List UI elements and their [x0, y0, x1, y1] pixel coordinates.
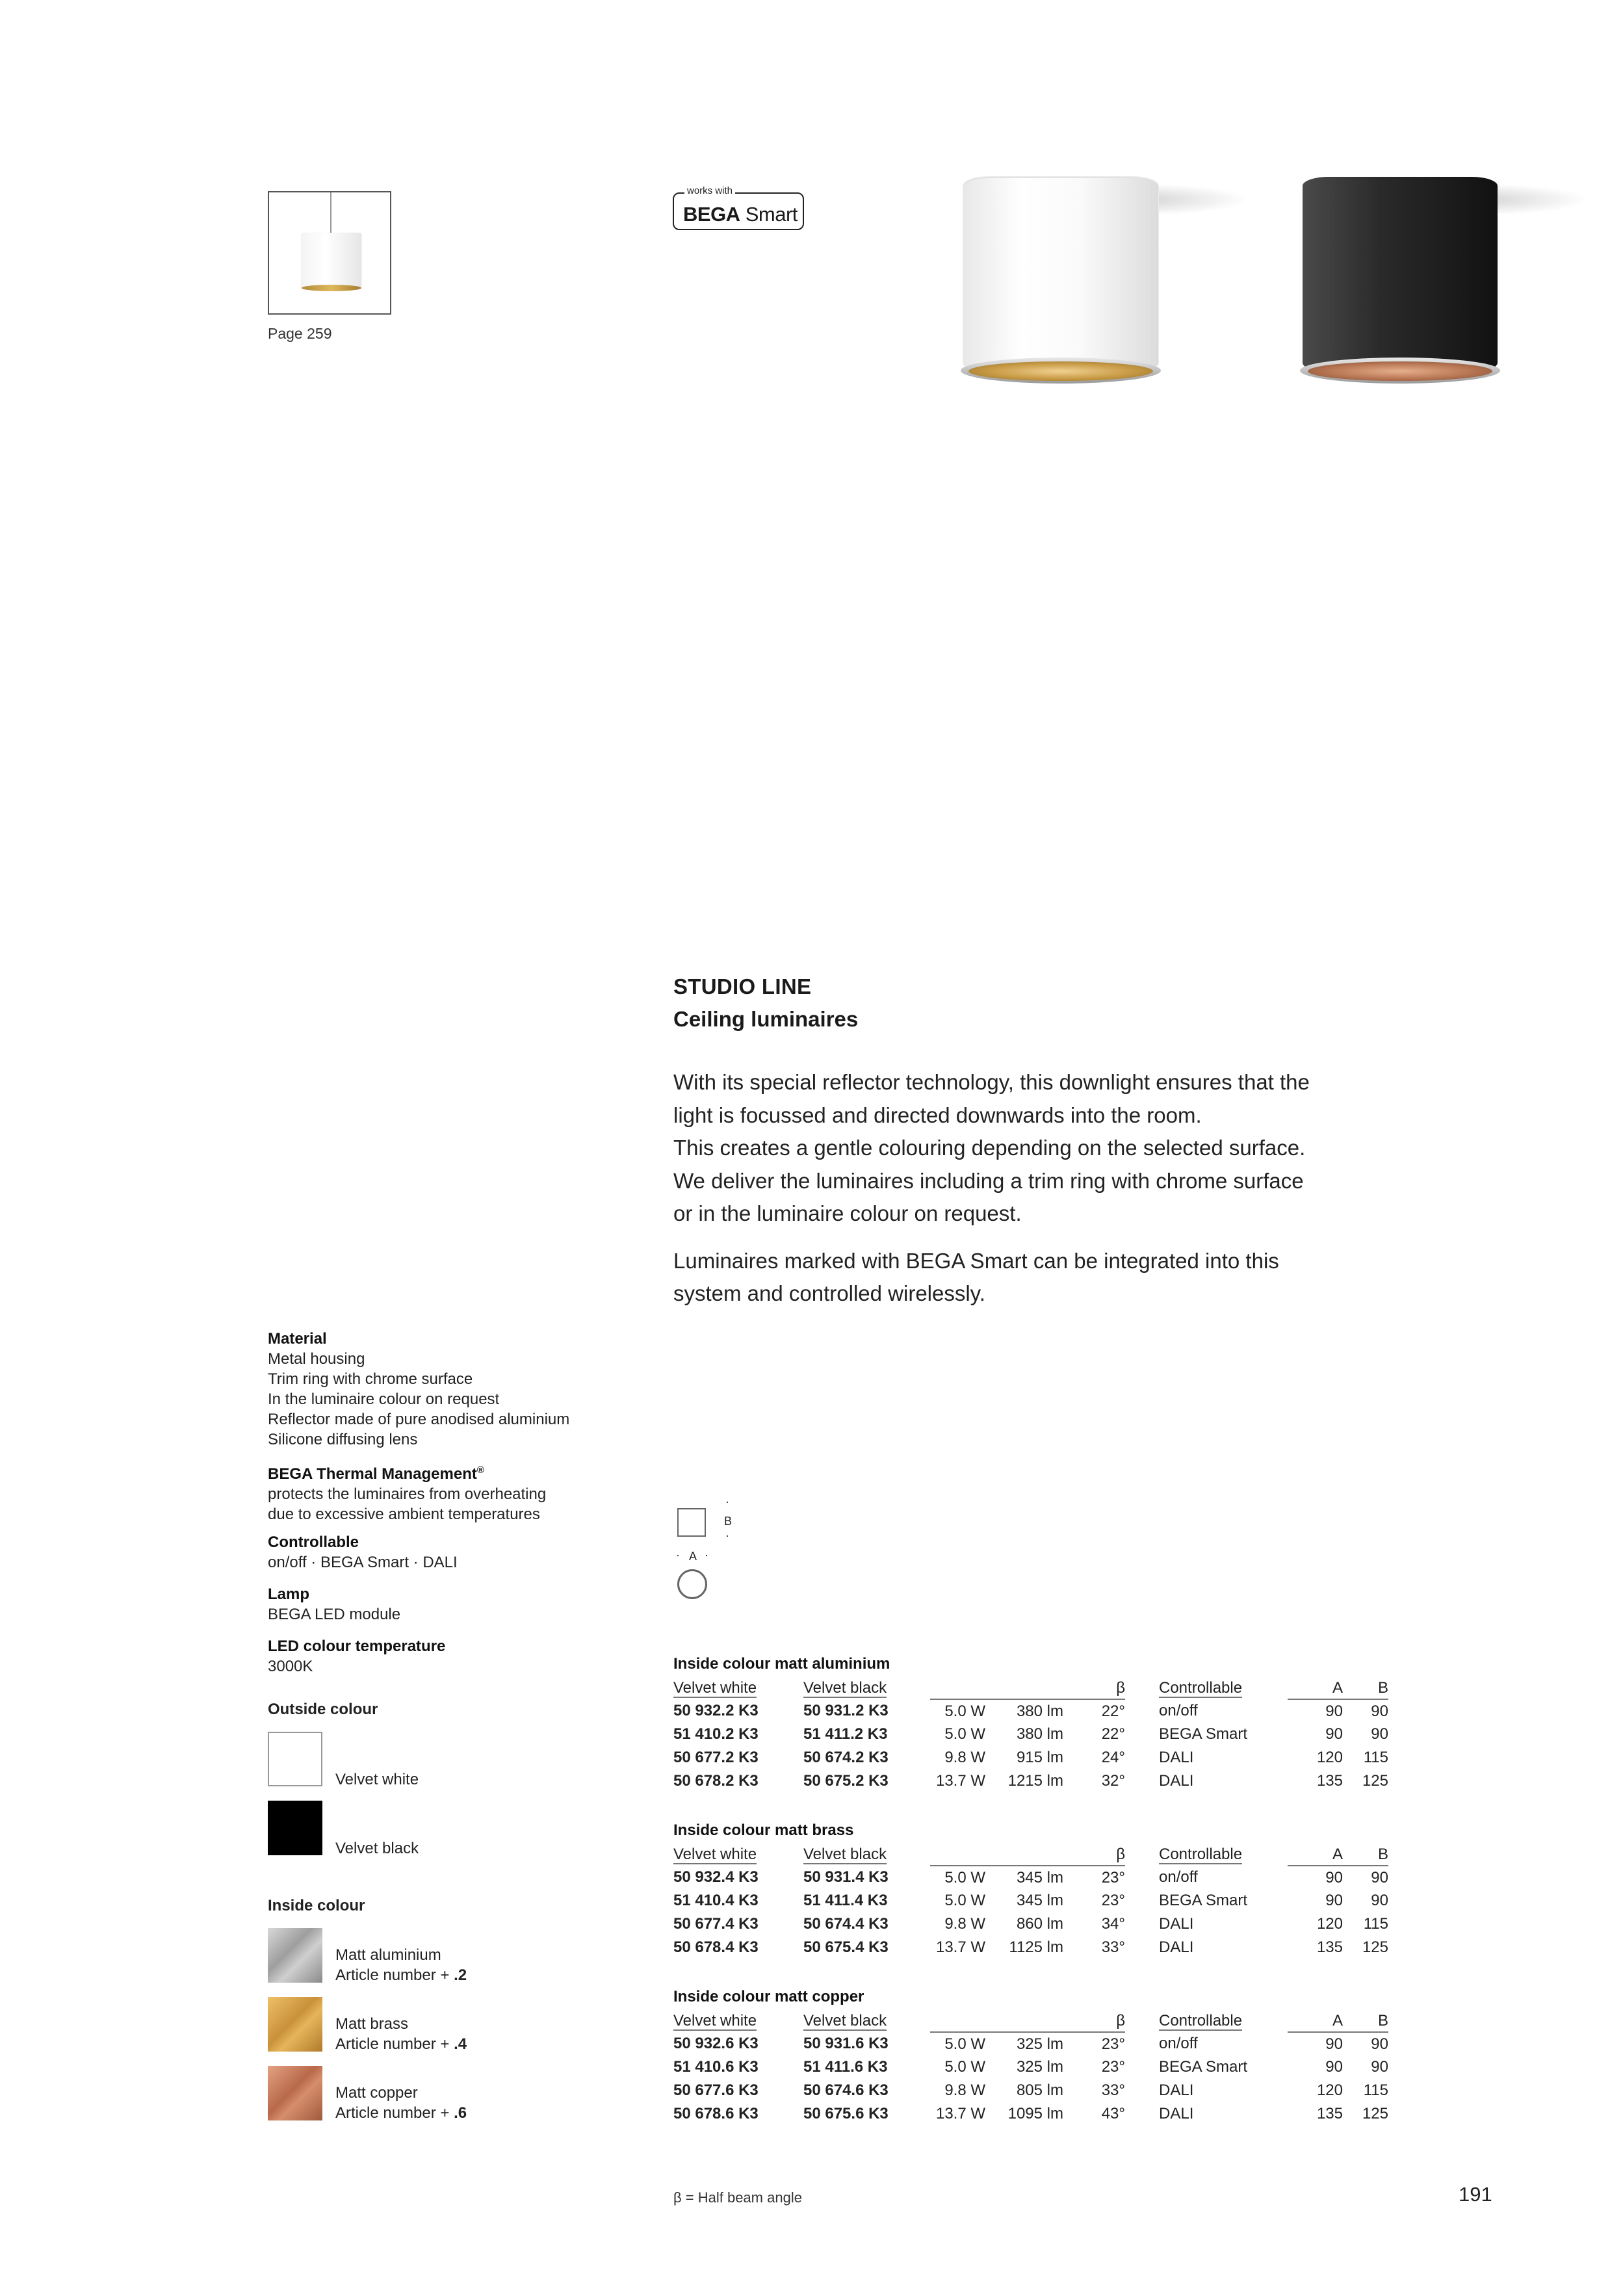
header-b: B [1343, 1677, 1388, 1699]
control: BEGA Smart [1159, 1725, 1248, 1743]
article-suffix [335, 2034, 467, 2054]
intro-paragraph-2 [673, 1245, 1401, 1311]
table-caption: Inside colour matt brass [673, 1821, 854, 1839]
luminaire-black-housing [1303, 177, 1498, 372]
control: BEGA Smart [1159, 1892, 1248, 1909]
table-row[interactable] [673, 1889, 1388, 1912]
watt: 13.7 W [935, 1938, 985, 1956]
swatch-name: Matt aluminium [335, 1946, 441, 1964]
dim-b: 115 [1363, 1915, 1388, 1933]
luminaire-black-reflector [1308, 361, 1492, 381]
pendant-cord [330, 192, 331, 233]
header-blank [930, 1844, 985, 1866]
dim-a: 90 [1325, 2035, 1343, 2053]
page-number: 191 [1459, 2183, 1492, 2206]
dim-b: 90 [1371, 1725, 1388, 1743]
header-velvet-white: Velvet white [673, 1846, 757, 1863]
article-white: 50 678.6 K3 [673, 2105, 759, 2122]
beta: 23° [1101, 1892, 1125, 1909]
article-white: 51 410.2 K3 [673, 1725, 759, 1743]
watt: 9.8 W [944, 1749, 985, 1766]
article-black: 51 411.6 K3 [803, 2058, 888, 2076]
dim-b: 125 [1362, 1772, 1388, 1790]
lamp-value: BEGA LED module [268, 1606, 401, 1623]
header-beta: β [1063, 2010, 1125, 2032]
control: BEGA Smart [1159, 2058, 1248, 2076]
article-white: 50 678.2 K3 [673, 1772, 759, 1790]
article-suffix [335, 1965, 467, 1985]
thermal-line: protects the luminaires from overheating [268, 1485, 547, 1503]
watt: 13.7 W [935, 1772, 985, 1790]
intro-line: Luminaires marked with BEGA Smart can be integrated into this [673, 1248, 1279, 1273]
article-white: 50 678.4 K3 [673, 1938, 759, 1956]
swatch-matt-brass[interactable] [268, 1997, 322, 2052]
article-suffix-value: .2 [454, 1966, 467, 1984]
beta: 24° [1101, 1749, 1125, 1766]
swatch-matt-copper[interactable] [268, 2066, 322, 2120]
lumen: 380 lm [1016, 1725, 1063, 1743]
control: DALI [1159, 1915, 1194, 1933]
article-white: 50 677.4 K3 [673, 1915, 759, 1933]
intro-line: system and controlled wirelessly. [673, 1281, 985, 1305]
material-spec [268, 1329, 619, 1450]
article-prefix: Article number + [335, 2104, 454, 2122]
article-white: 51 410.6 K3 [673, 2058, 759, 2076]
article-black: 50 674.2 K3 [803, 1749, 889, 1766]
swatch-velvet-black[interactable] [268, 1801, 322, 1855]
swatch-matt-copper-label [335, 2083, 467, 2123]
article-prefix: Article number + [335, 1966, 454, 1984]
pendant-reflector [302, 285, 361, 291]
dimension-label-a: A [689, 1550, 697, 1563]
beta: 34° [1101, 1915, 1125, 1933]
swatch-matt-aluminium-label [335, 1945, 467, 1985]
header-velvet-white: Velvet white [673, 2012, 757, 2029]
thermal-spec [268, 1460, 619, 1524]
dim-a: 90 [1325, 1702, 1343, 1720]
article-black: 50 675.2 K3 [803, 1772, 889, 1790]
control: DALI [1159, 2105, 1194, 2122]
beta: 23° [1101, 2058, 1125, 2076]
material-line: Metal housing [268, 1350, 365, 1368]
watt: 5.0 W [944, 2058, 985, 2076]
led-temp-value: 3000K [268, 1658, 313, 1675]
dim-b: 90 [1371, 2035, 1388, 2053]
article-black: 51 411.2 K3 [803, 1725, 888, 1743]
dim-a: 90 [1325, 1892, 1343, 1909]
watt: 9.8 W [944, 2081, 985, 2099]
dim-a: 90 [1325, 1868, 1343, 1886]
control: DALI [1159, 1772, 1194, 1790]
lumen: 1095 lm [1007, 2105, 1063, 2122]
table-row[interactable] [673, 2102, 1388, 2126]
controllable-spec [268, 1532, 619, 1572]
table-caption: Inside colour matt copper [673, 1988, 864, 2005]
beta: 33° [1101, 1938, 1125, 1956]
watt: 13.7 W [935, 2105, 985, 2122]
table-row[interactable] [673, 2079, 1388, 2102]
led-temp-title: LED colour temperature [268, 1637, 446, 1655]
intro-line: light is focussed and directed downwards into the room. [673, 1102, 1202, 1127]
header-velvet-black: Velvet black [803, 1679, 887, 1697]
header-b: B [1343, 1844, 1388, 1866]
led-temp-spec [268, 1636, 619, 1676]
header-beta: β [1063, 1844, 1125, 1866]
product-family-title: STUDIO LINE [673, 974, 812, 998]
article-black: 50 674.6 K3 [803, 2081, 889, 2099]
header-a: A [1288, 2010, 1343, 2032]
lumen: 325 lm [1016, 2058, 1063, 2076]
lumen: 345 lm [1016, 1868, 1063, 1886]
article-black: 50 675.4 K3 [803, 1938, 889, 1956]
dim-b: 90 [1371, 1892, 1388, 1909]
dim-a: 135 [1316, 1938, 1343, 1956]
lamp-spec [268, 1584, 619, 1624]
header-b: B [1343, 2010, 1388, 2032]
thermal-line: due to excessive ambient temperatures [268, 1506, 540, 1523]
lumen: 345 lm [1016, 1892, 1063, 1909]
header-blank [985, 1677, 1063, 1699]
article-white: 50 932.6 K3 [673, 2035, 759, 2052]
article-white: 51 410.4 K3 [673, 1892, 759, 1909]
article-black: 50 675.6 K3 [803, 2105, 889, 2122]
header-controllable: Controllable [1159, 1846, 1243, 1863]
table-row[interactable] [673, 1769, 1388, 1793]
watt: 9.8 W [944, 1915, 985, 1933]
pendant-thumbnail[interactable] [268, 191, 391, 315]
header-controllable: Controllable [1159, 1679, 1243, 1697]
material-line: In the luminaire colour on request [268, 1390, 500, 1408]
table-caption: Inside colour matt aluminium [673, 1655, 890, 1673]
watt: 5.0 W [944, 2035, 985, 2053]
bega-smart-badge [673, 185, 804, 230]
dimension-dot: · [676, 1548, 680, 1561]
watt: 5.0 W [944, 1725, 985, 1743]
dim-b: 90 [1371, 1702, 1388, 1720]
dimension-top-view [677, 1569, 707, 1599]
beta: 32° [1101, 1772, 1125, 1790]
header-blank [930, 2010, 985, 2032]
lumen: 1125 lm [1009, 1938, 1063, 1956]
material-line: Trim ring with chrome surface [268, 1370, 473, 1388]
table-header-row [673, 2010, 1388, 2032]
beta: 22° [1101, 1725, 1125, 1743]
article-prefix: Article number + [335, 2035, 454, 2053]
control: DALI [1159, 1938, 1194, 1956]
article-black: 50 931.6 K3 [803, 2035, 889, 2052]
dim-b: 125 [1362, 1938, 1388, 1956]
article-suffix-value: .6 [454, 2104, 467, 2122]
intro-text [673, 1066, 1401, 1311]
dim-a: 120 [1316, 1915, 1343, 1933]
lumen: 325 lm [1016, 2035, 1063, 2053]
lumen: 1215 lm [1007, 1772, 1063, 1790]
intro-line: This creates a gentle colouring depending on the selected surface. [673, 1136, 1306, 1160]
badge-brand [683, 203, 798, 226]
header-controllable: Controllable [1159, 2012, 1243, 2029]
dimension-dot: · [725, 1529, 729, 1542]
table-row[interactable] [673, 2055, 1388, 2079]
article-black: 50 931.2 K3 [803, 1702, 889, 1719]
beta: 43° [1101, 2105, 1125, 2122]
registered-mark: ® [476, 1465, 484, 1476]
badge-brand-name: BEGA [683, 203, 740, 226]
table-row[interactable] [673, 2032, 1388, 2055]
article-white: 50 932.4 K3 [673, 1868, 759, 1886]
material-line: Silicone diffusing lens [268, 1431, 418, 1448]
article-white: 50 677.6 K3 [673, 2081, 759, 2099]
luminaire-white-housing [963, 177, 1158, 372]
controllable-title: Controllable [268, 1533, 359, 1551]
intro-line: We deliver the luminaires including a trim ring with chrome surface [673, 1168, 1304, 1193]
material-line: Reflector made of pure anodised aluminium [268, 1411, 570, 1428]
control: DALI [1159, 1749, 1194, 1766]
product-type-title: Ceiling luminaires [673, 1007, 859, 1031]
badge-product-name: Smart [745, 203, 798, 226]
dim-a: 90 [1325, 2058, 1343, 2076]
swatch-velvet-white-label: Velvet white [335, 1771, 419, 1788]
controllable-value: on/off · BEGA Smart · DALI [268, 1554, 458, 1571]
luminaire-white-reflector [968, 361, 1153, 381]
beta: 23° [1101, 2035, 1125, 2053]
control: on/off [1159, 1702, 1198, 1719]
pendant-body [302, 233, 361, 287]
swatch-velvet-black-label: Velvet black [335, 1840, 419, 1857]
dim-b: 90 [1371, 1868, 1388, 1886]
outside-colour-title: Outside colour [268, 1701, 378, 1718]
article-white: 50 677.2 K3 [673, 1749, 759, 1766]
header-blank [930, 1677, 985, 1699]
footnote: β = Half beam angle [673, 2189, 802, 2206]
article-black: 50 931.4 K3 [803, 1868, 889, 1886]
spec-table-copper [673, 2010, 1388, 2126]
swatch-name: Matt brass [335, 2015, 409, 2033]
thermal-title [268, 1460, 619, 1484]
spec-table-brass [673, 1844, 1388, 1959]
swatch-velvet-white[interactable] [268, 1732, 322, 1786]
dim-a: 120 [1316, 1749, 1343, 1766]
header-blank [985, 1844, 1063, 1866]
article-black: 51 411.4 K3 [803, 1892, 888, 1909]
dim-a: 120 [1316, 2081, 1343, 2099]
dim-a: 135 [1316, 2105, 1343, 2122]
article-suffix [335, 2103, 467, 2123]
control: on/off [1159, 2035, 1198, 2052]
table-row[interactable] [673, 1746, 1388, 1769]
table-row[interactable] [673, 1912, 1388, 1936]
badge-works-with: works with [684, 185, 735, 196]
beta: 33° [1101, 2081, 1125, 2099]
dim-a: 135 [1316, 1772, 1343, 1790]
article-black: 50 674.4 K3 [803, 1915, 889, 1933]
header-velvet-white: Velvet white [673, 1679, 757, 1697]
header-a: A [1288, 1677, 1343, 1699]
inside-colour-title: Inside colour [268, 1897, 365, 1914]
intro-line: or in the luminaire colour on request. [673, 1201, 1022, 1225]
thermal-title-text: BEGA Thermal Management [268, 1465, 477, 1483]
control: DALI [1159, 2081, 1194, 2099]
page-reference[interactable]: Page 259 [268, 325, 332, 342]
dim-b: 115 [1363, 1749, 1388, 1766]
article-suffix-value: .4 [454, 2035, 467, 2053]
swatch-matt-aluminium[interactable] [268, 1928, 322, 1983]
lumen: 805 lm [1016, 2081, 1063, 2099]
swatch-name: Matt copper [335, 2084, 418, 2102]
spec-table-aluminium [673, 1677, 1388, 1793]
table-header-row [673, 1677, 1388, 1699]
lumen: 860 lm [1016, 1915, 1063, 1933]
watt: 5.0 W [944, 1892, 985, 1909]
table-header-row [673, 1844, 1388, 1866]
dim-a: 90 [1325, 1725, 1343, 1743]
lumen: 380 lm [1016, 1702, 1063, 1720]
table-row[interactable] [673, 1936, 1388, 1959]
swatch-matt-brass-label [335, 2014, 467, 2054]
dimension-dot: · [725, 1495, 729, 1508]
table-row[interactable] [673, 1723, 1388, 1746]
article-white: 50 932.2 K3 [673, 1702, 759, 1719]
dim-b: 115 [1363, 2081, 1388, 2099]
header-beta: β [1063, 1677, 1125, 1699]
control: on/off [1159, 1868, 1198, 1886]
header-velvet-black: Velvet black [803, 1846, 887, 1863]
table-row[interactable] [673, 1866, 1388, 1889]
beta: 23° [1101, 1868, 1125, 1886]
header-blank [985, 2010, 1063, 2032]
header-a: A [1288, 1844, 1343, 1866]
dimension-label-b: B [724, 1515, 733, 1528]
material-title: Material [268, 1330, 327, 1348]
dimension-side-view [677, 1508, 706, 1537]
dim-b: 90 [1371, 2058, 1388, 2076]
beta: 22° [1101, 1702, 1125, 1720]
dimension-dot: · [705, 1548, 708, 1561]
watt: 5.0 W [944, 1868, 985, 1886]
lumen: 915 lm [1016, 1749, 1063, 1766]
table-row[interactable] [673, 1699, 1388, 1723]
intro-line: With its special reflector technology, this downlight ensures that the [673, 1070, 1310, 1094]
watt: 5.0 W [944, 1702, 985, 1720]
header-velvet-black: Velvet black [803, 2012, 887, 2029]
dim-b: 125 [1362, 2105, 1388, 2122]
lamp-title: Lamp [268, 1585, 310, 1603]
intro-paragraph-1 [673, 1066, 1401, 1231]
